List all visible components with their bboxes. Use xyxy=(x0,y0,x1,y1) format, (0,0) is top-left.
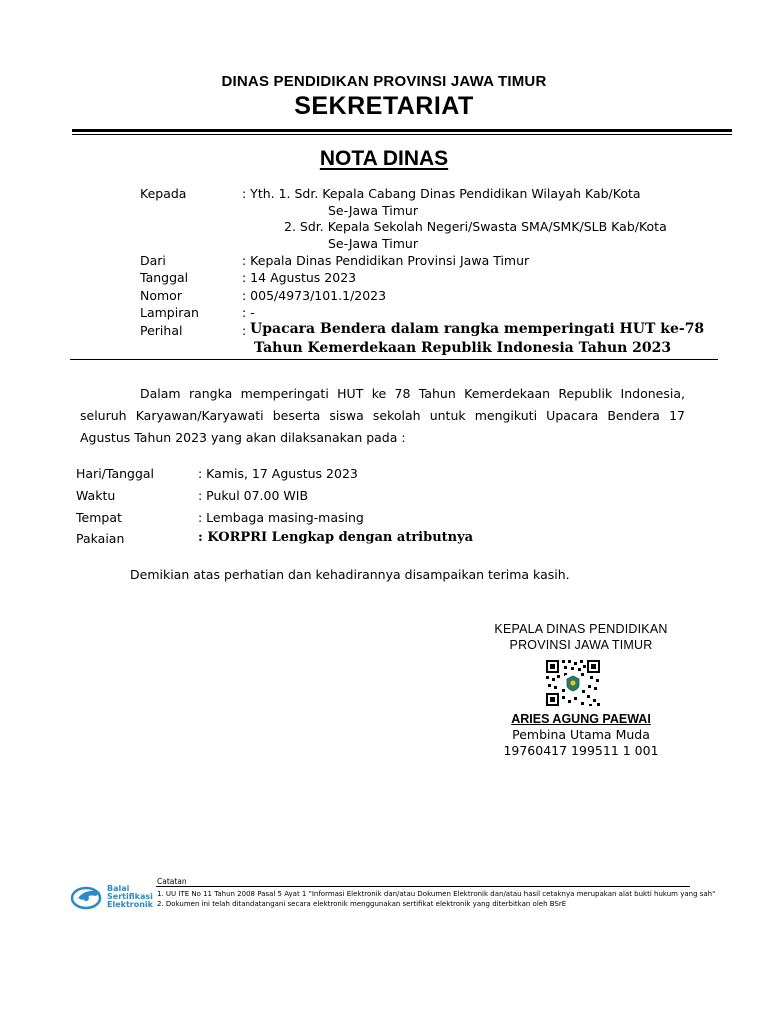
perihal-line-1: Upacara Bendera dalam rangka memperingati HUT ke-78 xyxy=(250,321,705,337)
body-paragraph xyxy=(80,383,685,449)
footer-rule xyxy=(156,886,690,887)
bsre-logo-line-1: Balai xyxy=(107,884,130,893)
lampiran-label: Lampiran xyxy=(140,305,199,320)
kepada-recipient-1-region: Se-Jawa Timur xyxy=(328,203,418,218)
unit-name: SEKRETARIAT xyxy=(294,92,474,120)
bsre-logo-text xyxy=(107,885,153,909)
signatory-title-line-2: PROVINSI JAWA TIMUR xyxy=(509,638,653,652)
signatory-rank: Pembina Utama Muda xyxy=(512,727,650,742)
detail-label-waktu: Waktu xyxy=(76,488,116,503)
detail-value-tempat: : Lembaga masing-masing xyxy=(198,510,364,525)
footer-note-2: 2. Dokumen ini telah ditandatangani secara elektronik menggunakan sertifikat elektronik yang diterbitkan oleh BSrE xyxy=(157,900,567,908)
kepada-recipient-1: : Yth. 1. Sdr. Kepala Cabang Dinas Pendidikan Wilayah Kab/Kota xyxy=(242,186,641,201)
bsre-logo-icon xyxy=(70,884,106,910)
detail-label-hari: Hari/Tanggal xyxy=(76,466,155,481)
perihal-label: Perihal xyxy=(140,323,183,338)
signatory-nip: 19760417 199511 1 001 xyxy=(503,743,659,758)
kepada-recipient-2-region: Se-Jawa Timur xyxy=(328,236,418,251)
meta-divider xyxy=(70,359,718,360)
closing-sentence: Demikian atas perhatian dan kehadirannya disampaikan terima kasih. xyxy=(130,567,570,582)
bsre-logo-line-2: Sertifikasi xyxy=(107,892,153,901)
perihal-colon: : xyxy=(242,323,247,338)
dari-label: Dari xyxy=(140,253,166,268)
letterhead-rule-thin xyxy=(72,134,732,135)
detail-label-tempat: Tempat xyxy=(76,510,122,525)
perihal-line-2: Tahun Kemerdekaan Republik Indonesia Tahun 2023 xyxy=(254,340,672,356)
document-title: NOTA DINAS xyxy=(319,147,449,170)
nomor-label: Nomor xyxy=(140,288,182,303)
kepada-label: Kepada xyxy=(140,186,187,201)
dari-value: : Kepala Dinas Pendidikan Provinsi Jawa Timur xyxy=(242,253,530,268)
detail-label-pakaian: Pakaian xyxy=(76,531,125,546)
detail-value-waktu: : Pukul 07.00 WIB xyxy=(198,488,309,503)
letterhead-rule-thick xyxy=(72,129,732,132)
nomor-value: : 005/4973/101.1/2023 xyxy=(242,288,387,303)
footer-catatan: Catatan xyxy=(157,877,187,886)
signatory-name: ARIES AGUNG PAEWAI xyxy=(511,712,651,726)
detail-value-hari: : Kamis, 17 Agustus 2023 xyxy=(198,466,358,481)
qr-code-icon xyxy=(544,658,602,708)
footer-note-1: 1. UU ITE No 11 Tahun 2008 Pasal 5 Ayat 1 "Informasi Elektronik dan/atau Dokumen Elektronik dan/atau hasil cetaknya merupakan alat bukti hukum yang sah" xyxy=(157,890,716,898)
tanggal-label: Tanggal xyxy=(140,270,189,285)
body-paragraph-text: Dalam rangka memperingati HUT ke 78 Tahun Kemerdekaan Republik Indonesia, seluruh Karyawan/Karyawati beserta siswa sekolah untuk mengikuti Upacara Bendera 17 Agustus Tahun 2023 yang akan dilaksanakan pada : xyxy=(80,386,685,445)
organization-name: DINAS PENDIDIKAN PROVINSI JAWA TIMUR xyxy=(221,73,547,90)
detail-value-pakaian: : KORPRI Lengkap dengan atributnya xyxy=(198,530,474,545)
bsre-logo-line-3: Elektronik xyxy=(107,900,153,909)
tanggal-value: : 14 Agustus 2023 xyxy=(242,270,357,285)
kepada-recipient-2: 2. Sdr. Kepala Sekolah Negeri/Swasta SMA/SMK/SLB Kab/Kota xyxy=(284,219,667,234)
signatory-title-line-1: KEPALA DINAS PENDIDIKAN xyxy=(494,622,668,636)
lampiran-value: : - xyxy=(242,305,255,320)
